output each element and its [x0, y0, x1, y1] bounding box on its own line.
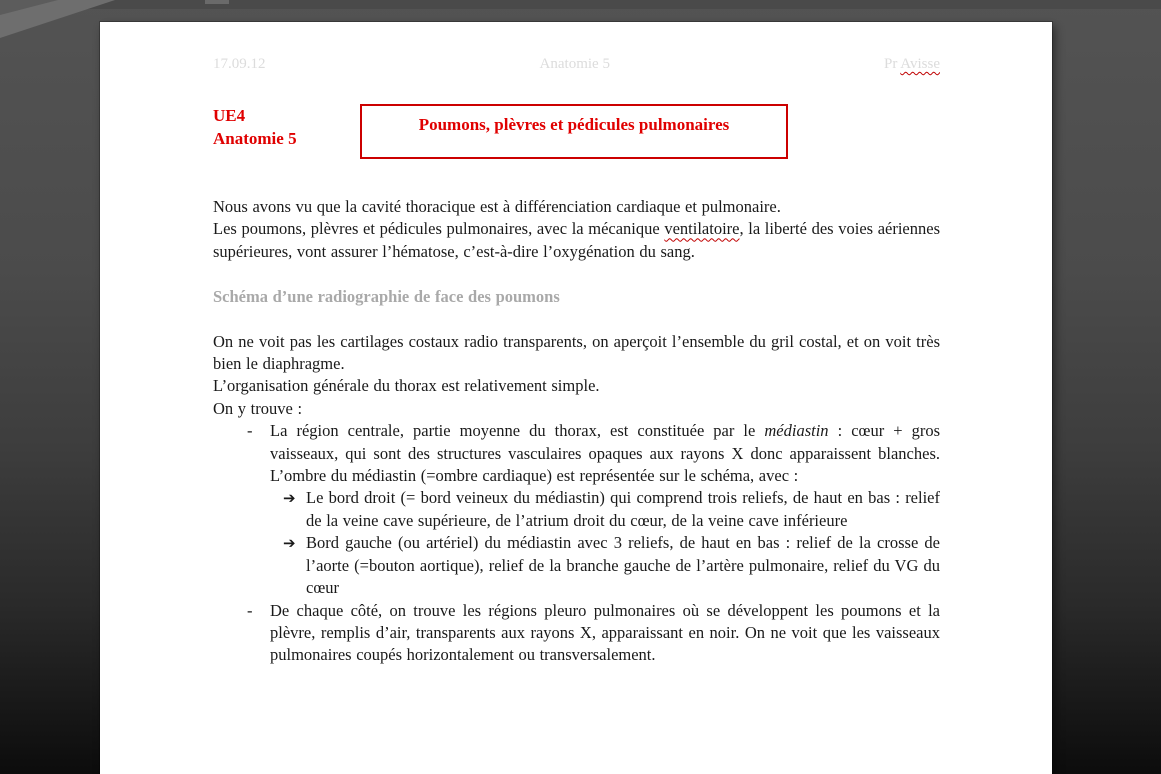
intro-sentence-2-after: , la liberté des voies aériennes supérieures, vont assurer l’hématose, c’est-à-dire l’oxygénation du sang. — [213, 219, 940, 261]
dash-bullet-item — [213, 420, 940, 487]
document-header — [100, 22, 1052, 73]
course-block — [213, 104, 360, 159]
intro-sentence-2-before: Les poumons, plèvres et pédicules pulmonaires, avec la mécanique — [213, 219, 665, 239]
section-paragraph-3: On y trouve : — [213, 398, 303, 418]
background-top-band — [0, 0, 1161, 9]
section-paragraphs — [213, 331, 940, 421]
dash-bullet-item — [213, 600, 940, 667]
dash-bullet-marker: - — [247, 421, 253, 441]
intro-sentence-2 — [213, 218, 940, 263]
header-author-name-spellcheck: Avisse — [900, 56, 940, 72]
course-title-row — [100, 104, 1052, 159]
header-date: 17.09.12 — [213, 56, 266, 72]
italic-term-mediastin: médiastin — [764, 421, 829, 441]
bullet-list — [213, 420, 940, 666]
dash-bullet-marker: - — [247, 600, 253, 620]
arrow-bullet-item — [213, 487, 940, 532]
title-box-text: Poumons, plèvres et pédicules pulmonaires — [418, 115, 730, 134]
bullet1-text-before: La région centrale, partie moyenne du thorax, est constituée par le — [270, 421, 765, 441]
intro-paragraph — [213, 196, 940, 263]
header-course-title: Anatomie 5 — [539, 56, 610, 72]
document-body — [100, 196, 1052, 667]
title-box — [360, 104, 788, 159]
arrow-bullet-item — [213, 532, 940, 599]
course-name: Anatomie 5 — [213, 129, 297, 148]
background-notch — [205, 0, 229, 4]
header-author — [884, 55, 940, 73]
dash-bullet-text — [270, 420, 940, 487]
section-paragraph-1: On ne voit pas les cartilages costaux radio transparents, on aperçoit l’ensemble du gril costal, et on voit très bien le diaphragme. — [213, 331, 940, 374]
spellcheck-word: ventilatoire — [664, 219, 740, 239]
bullet1-text-after: : cœur + gros vaisseaux, qui sont des structures vasculaires opaques aux rayons X donc apparaissent blanches. L’ombre du médiastin (=ombre cardiaque) est représentée sur le schéma, avec : — [270, 421, 941, 486]
arrow-bullet-text: Bord gauche (ou artériel) du médiastin avec 3 reliefs, de haut en bas : relief de la crosse de l’aorte (=bouton aortique), relief de la branche gauche de l’artère pulmonaire, relief du VG du cœur — [306, 533, 940, 598]
document-page — [100, 22, 1052, 774]
arrow-bullet-icon: ➔ — [283, 534, 296, 553]
dash-bullet-text: De chaque côté, on trouve les régions pleuro pulmonaires où se développent les poumons et la plèvre, remplis d’air, transparents aux rayons X, apparaissant en noir. On ne voit que les vaisseaux pulmonaires coupés horizontalement ou transversalement. — [270, 600, 940, 665]
section-paragraph-2: L’organisation générale du thorax est relativement simple. — [213, 376, 600, 396]
section-heading: Schéma d’une radiographie de face des poumons — [213, 287, 560, 307]
arrow-bullet-text: Le bord droit (= bord veineux du médiastin) qui comprend trois reliefs, de haut en bas : relief de la veine cave supérieure, de l’atrium droit du cœur, de la veine cave inférieure — [306, 488, 940, 530]
header-author-prefix: Pr — [884, 56, 901, 72]
arrow-bullet-icon: ➔ — [283, 489, 296, 508]
course-code: UE4 — [213, 106, 246, 125]
intro-sentence-1: Nous avons vu que la cavité thoracique est à différenciation cardiaque et pulmonaire. — [213, 197, 781, 216]
